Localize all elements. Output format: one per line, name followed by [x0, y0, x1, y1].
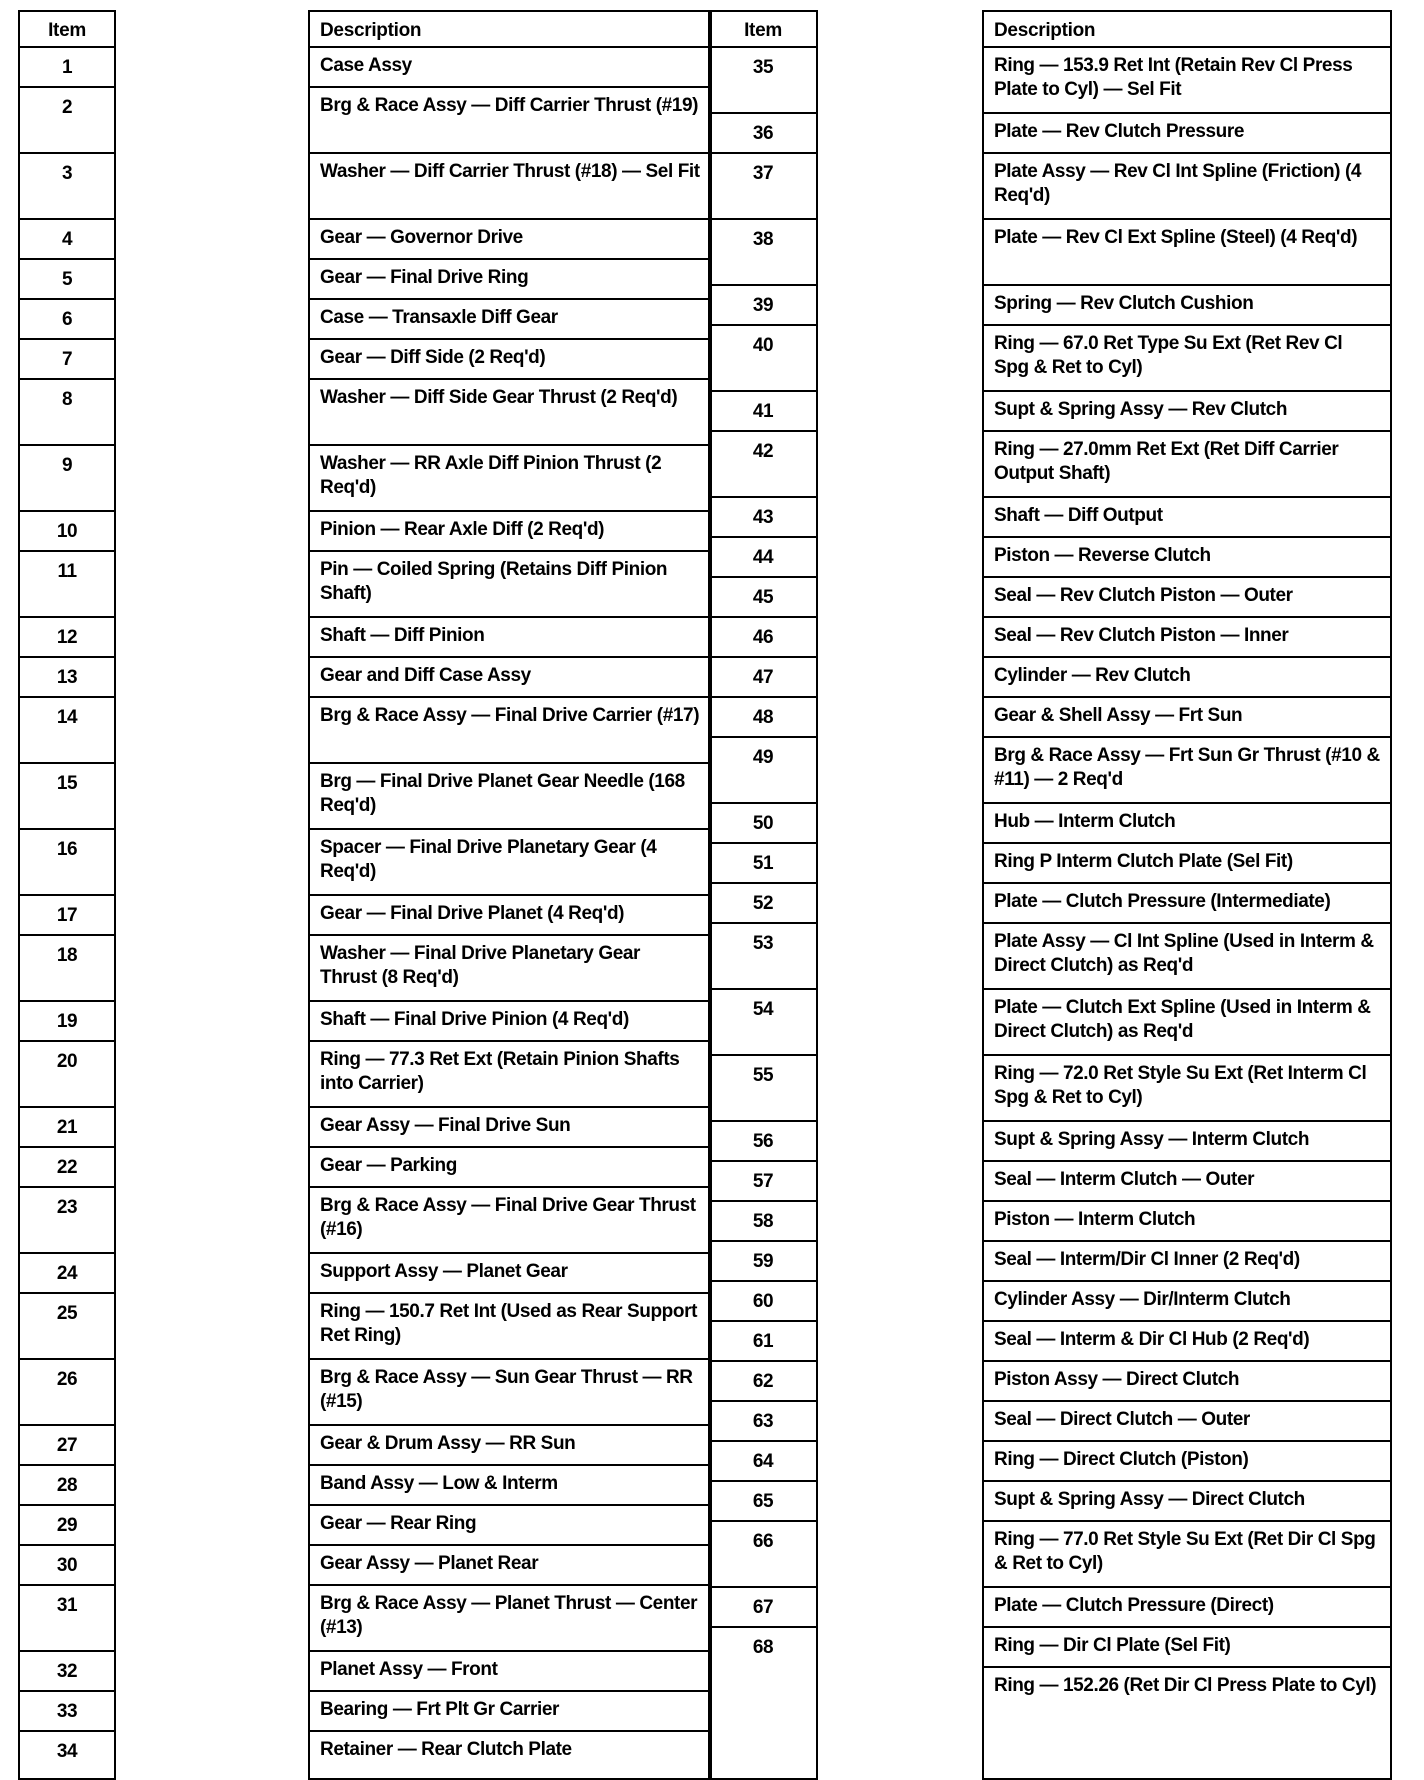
item-number-cell: 25: [20, 1294, 114, 1360]
item-number-cell: 14: [20, 698, 114, 764]
description-cell: Gear & Shell Assy — Frt Sun: [984, 698, 1390, 738]
description-cell: Retainer — Rear Clutch Plate: [320, 1739, 572, 1760]
description-cell: Shaft — Diff Pinion: [310, 618, 710, 658]
item-number-cell: 26: [20, 1360, 114, 1426]
item-number-cell: 43: [710, 498, 816, 538]
description-cell: Gear & Drum Assy — RR Sun: [310, 1426, 710, 1466]
description-cell: Ring — 150.7 Ret Int (Used as Rear Support Ret Ring): [310, 1294, 710, 1360]
item-number-cell: 54: [710, 990, 816, 1056]
item-number-cell: 41: [710, 392, 816, 432]
description-cell: Supt & Spring Assy — Rev Clutch: [984, 392, 1390, 432]
item-number-cell: 45: [710, 578, 816, 618]
item-number-cell: 21: [20, 1108, 114, 1148]
item-number-cell: 48: [710, 698, 816, 738]
item-number-cell: 40: [710, 326, 816, 392]
item-number-cell: 37: [710, 154, 816, 220]
description-cell: Piston — Reverse Clutch: [984, 538, 1390, 578]
description-cell: Ring — Dir Cl Plate (Sel Fit): [984, 1628, 1390, 1668]
item-number-cell: 35: [710, 48, 816, 114]
item-number-cell: 22: [20, 1148, 114, 1188]
item-number-cell: 12: [20, 618, 114, 658]
item-number-cell: 60: [710, 1282, 816, 1322]
item-number-cell: 29: [20, 1506, 114, 1546]
description-cell: Shaft — Final Drive Pinion (4 Req'd): [310, 1002, 710, 1042]
item-number-cell: 67: [710, 1588, 816, 1628]
description-cell: Seal — Rev Clutch Piston — Outer: [984, 578, 1390, 618]
description-cell: Spring — Rev Clutch Cushion: [984, 286, 1390, 326]
description-cell: Case — Transaxle Diff Gear: [310, 300, 710, 340]
description-cell: Ring — 27.0mm Ret Ext (Ret Diff Carrier Output Shaft): [984, 432, 1390, 498]
description-cell: Ring — Direct Clutch (Piston): [984, 1442, 1390, 1482]
description-cell: Ring — 152.26 (Ret Dir Cl Press Plate to Cyl): [994, 1675, 1377, 1696]
description-cell: Gear — Governor Drive: [310, 220, 710, 260]
description-cell: Washer — RR Axle Diff Pinion Thrust (2 Req'd): [310, 446, 710, 512]
description-cell: Case Assy: [310, 48, 710, 88]
item-number-cell: 39: [710, 286, 816, 326]
item-number-cell: 18: [20, 936, 114, 1002]
description-cell: Ring — 72.0 Ret Style Su Ext (Ret Interm Cl Spg & Ret to Cyl): [984, 1056, 1390, 1122]
item-number-cell: 49: [710, 738, 816, 804]
description-cell: Plate — Clutch Pressure (Intermediate): [984, 884, 1390, 924]
description-cell: Seal — Interm/Dir Cl Inner (2 Req'd): [984, 1242, 1390, 1282]
description-cell: Supt & Spring Assy — Interm Clutch: [984, 1122, 1390, 1162]
description-cell: Seal — Direct Clutch — Outer: [984, 1402, 1390, 1442]
item-number-cell: 58: [710, 1202, 816, 1242]
item-number-cell: 10: [20, 512, 114, 552]
description-cell: Ring P Interm Clutch Plate (Sel Fit): [984, 844, 1390, 884]
item-number-cell: 2: [20, 88, 114, 154]
item-number-cell: 52: [710, 884, 816, 924]
description-cell: Gear — Final Drive Ring: [310, 260, 710, 300]
item-number-cell: 56: [710, 1122, 816, 1162]
item-number-cell: 42: [710, 432, 816, 498]
description-cell: Washer — Final Drive Planetary Gear Thrust (8 Req'd): [310, 936, 710, 1002]
description-cell: Brg — Final Drive Planet Gear Needle (168 Req'd): [310, 764, 710, 830]
description-cell: Brg & Race Assy — Frt Sun Gr Thrust (#10 & #11) — 2 Req'd: [984, 738, 1390, 804]
item-number-cell: 61: [710, 1322, 816, 1362]
description-cell: Gear — Rear Ring: [310, 1506, 710, 1546]
item-number-cell: 30: [20, 1546, 114, 1586]
item-number-cell: 59: [710, 1242, 816, 1282]
description-cell: Band Assy — Low & Interm: [310, 1466, 710, 1506]
description-cell: Plate — Rev Clutch Pressure: [984, 114, 1390, 154]
item-number-cell: 16: [20, 830, 114, 896]
item-number-cell: 51: [710, 844, 816, 884]
description-cell: Planet Assy — Front: [310, 1652, 710, 1692]
description-cell: Plate — Clutch Ext Spline (Used in Interm & Direct Clutch) as Req'd: [984, 990, 1390, 1056]
left-description-column: [308, 10, 712, 1780]
right-description-column: [982, 10, 1392, 1780]
description-cell: Hub — Interm Clutch: [984, 804, 1390, 844]
description-cell: Gear and Diff Case Assy: [310, 658, 710, 698]
description-cell: Ring — 67.0 Ret Type Su Ext (Ret Rev Cl Spg & Ret to Cyl): [984, 326, 1390, 392]
item-number-cell: 24: [20, 1254, 114, 1294]
description-cell: Bearing — Frt Plt Gr Carrier: [310, 1692, 710, 1732]
description-cell: Pinion — Rear Axle Diff (2 Req'd): [310, 512, 710, 552]
item-number-cell: 5: [20, 260, 114, 300]
item-number-cell: 17: [20, 896, 114, 936]
description-cell: Gear Assy — Final Drive Sun: [310, 1108, 710, 1148]
description-cell: Shaft — Diff Output: [984, 498, 1390, 538]
item-number-cell: 7: [20, 340, 114, 380]
description-cell: Gear — Diff Side (2 Req'd): [310, 340, 710, 380]
description-cell: Seal — Interm Clutch — Outer: [984, 1162, 1390, 1202]
left-description-header: Description: [310, 12, 710, 48]
item-number-cell: 9: [20, 446, 114, 512]
item-number-cell: 4: [20, 220, 114, 260]
description-cell: Piston — Interm Clutch: [984, 1202, 1390, 1242]
item-number-cell: 33: [20, 1692, 114, 1732]
description-cell: Gear Assy — Planet Rear: [310, 1546, 710, 1586]
item-number-cell: 64: [710, 1442, 816, 1482]
item-number-cell: 57: [710, 1162, 816, 1202]
description-cell: Brg & Race Assy — Final Drive Carrier (#17): [310, 698, 710, 764]
description-cell: Pin — Coiled Spring (Retains Diff Pinion Shaft): [310, 552, 710, 618]
left-item-header: Item: [20, 12, 114, 48]
description-cell: Gear — Final Drive Planet (4 Req'd): [310, 896, 710, 936]
description-cell: Plate — Clutch Pressure (Direct): [984, 1588, 1390, 1628]
description-cell: Washer — Diff Side Gear Thrust (2 Req'd): [310, 380, 710, 446]
item-number-cell: 27: [20, 1426, 114, 1466]
item-number-cell: 62: [710, 1362, 816, 1402]
item-number-cell: 32: [20, 1652, 114, 1692]
description-cell: Cylinder Assy — Dir/Interm Clutch: [984, 1282, 1390, 1322]
right-description-header: Description: [984, 12, 1390, 48]
item-number-cell: 28: [20, 1466, 114, 1506]
item-number-cell: 11: [20, 552, 114, 618]
description-cell: Brg & Race Assy — Sun Gear Thrust — RR (#15): [310, 1360, 710, 1426]
right-item-column: [708, 10, 818, 1780]
item-number-cell: 38: [710, 220, 816, 286]
description-cell: Seal — Interm & Dir Cl Hub (2 Req'd): [984, 1322, 1390, 1362]
left-item-column: [18, 10, 116, 1780]
item-number-cell: 53: [710, 924, 816, 990]
description-cell: Cylinder — Rev Clutch: [984, 658, 1390, 698]
description-cell: Brg & Race Assy — Diff Carrier Thrust (#19): [310, 88, 710, 154]
item-number-cell: 66: [710, 1522, 816, 1588]
item-number-cell: 46: [710, 618, 816, 658]
description-cell: Washer — Diff Carrier Thrust (#18) — Sel Fit: [310, 154, 710, 220]
description-cell: Gear — Parking: [310, 1148, 710, 1188]
item-number-cell: 13: [20, 658, 114, 698]
description-cell: Support Assy — Planet Gear: [310, 1254, 710, 1294]
item-number-cell: 36: [710, 114, 816, 154]
item-number-cell: 31: [20, 1586, 114, 1652]
description-cell: Piston Assy — Direct Clutch: [984, 1362, 1390, 1402]
description-cell: Brg & Race Assy — Final Drive Gear Thrust (#16): [310, 1188, 710, 1254]
description-cell: Brg & Race Assy — Planet Thrust — Center (#13): [310, 1586, 710, 1652]
item-number-cell: 68: [752, 1637, 774, 1658]
item-number-cell: 20: [20, 1042, 114, 1108]
description-cell: Seal — Rev Clutch Piston — Inner: [984, 618, 1390, 658]
item-number-cell: 44: [710, 538, 816, 578]
description-cell: Plate — Rev Cl Ext Spline (Steel) (4 Req'd): [984, 220, 1390, 286]
item-number-cell: 47: [710, 658, 816, 698]
right-item-header: Item: [710, 12, 816, 48]
item-number-cell: 55: [710, 1056, 816, 1122]
description-cell: Ring — 153.9 Ret Int (Retain Rev Cl Press Plate to Cyl) — Sel Fit: [984, 48, 1390, 114]
description-cell: Plate Assy — Cl Int Spline (Used in Interm & Direct Clutch) as Req'd: [984, 924, 1390, 990]
item-number-cell: 19: [20, 1002, 114, 1042]
item-number-cell: 8: [20, 380, 114, 446]
description-cell: Spacer — Final Drive Planetary Gear (4 Req'd): [310, 830, 710, 896]
item-number-cell: 15: [20, 764, 114, 830]
description-cell: Plate Assy — Rev Cl Int Spline (Friction) (4 Req'd): [984, 154, 1390, 220]
description-cell: Supt & Spring Assy — Direct Clutch: [984, 1482, 1390, 1522]
item-number-cell: 3: [20, 154, 114, 220]
item-number-cell: 50: [710, 804, 816, 844]
item-number-cell: 63: [710, 1402, 816, 1442]
description-cell: Ring — 77.0 Ret Style Su Ext (Ret Dir Cl Spg & Ret to Cyl): [984, 1522, 1390, 1588]
item-number-cell: 34: [56, 1741, 78, 1762]
item-number-cell: 65: [710, 1482, 816, 1522]
item-number-cell: 1: [20, 48, 114, 88]
description-cell: Ring — 77.3 Ret Ext (Retain Pinion Shafts into Carrier): [310, 1042, 710, 1108]
item-number-cell: 6: [20, 300, 114, 340]
item-number-cell: 23: [20, 1188, 114, 1254]
